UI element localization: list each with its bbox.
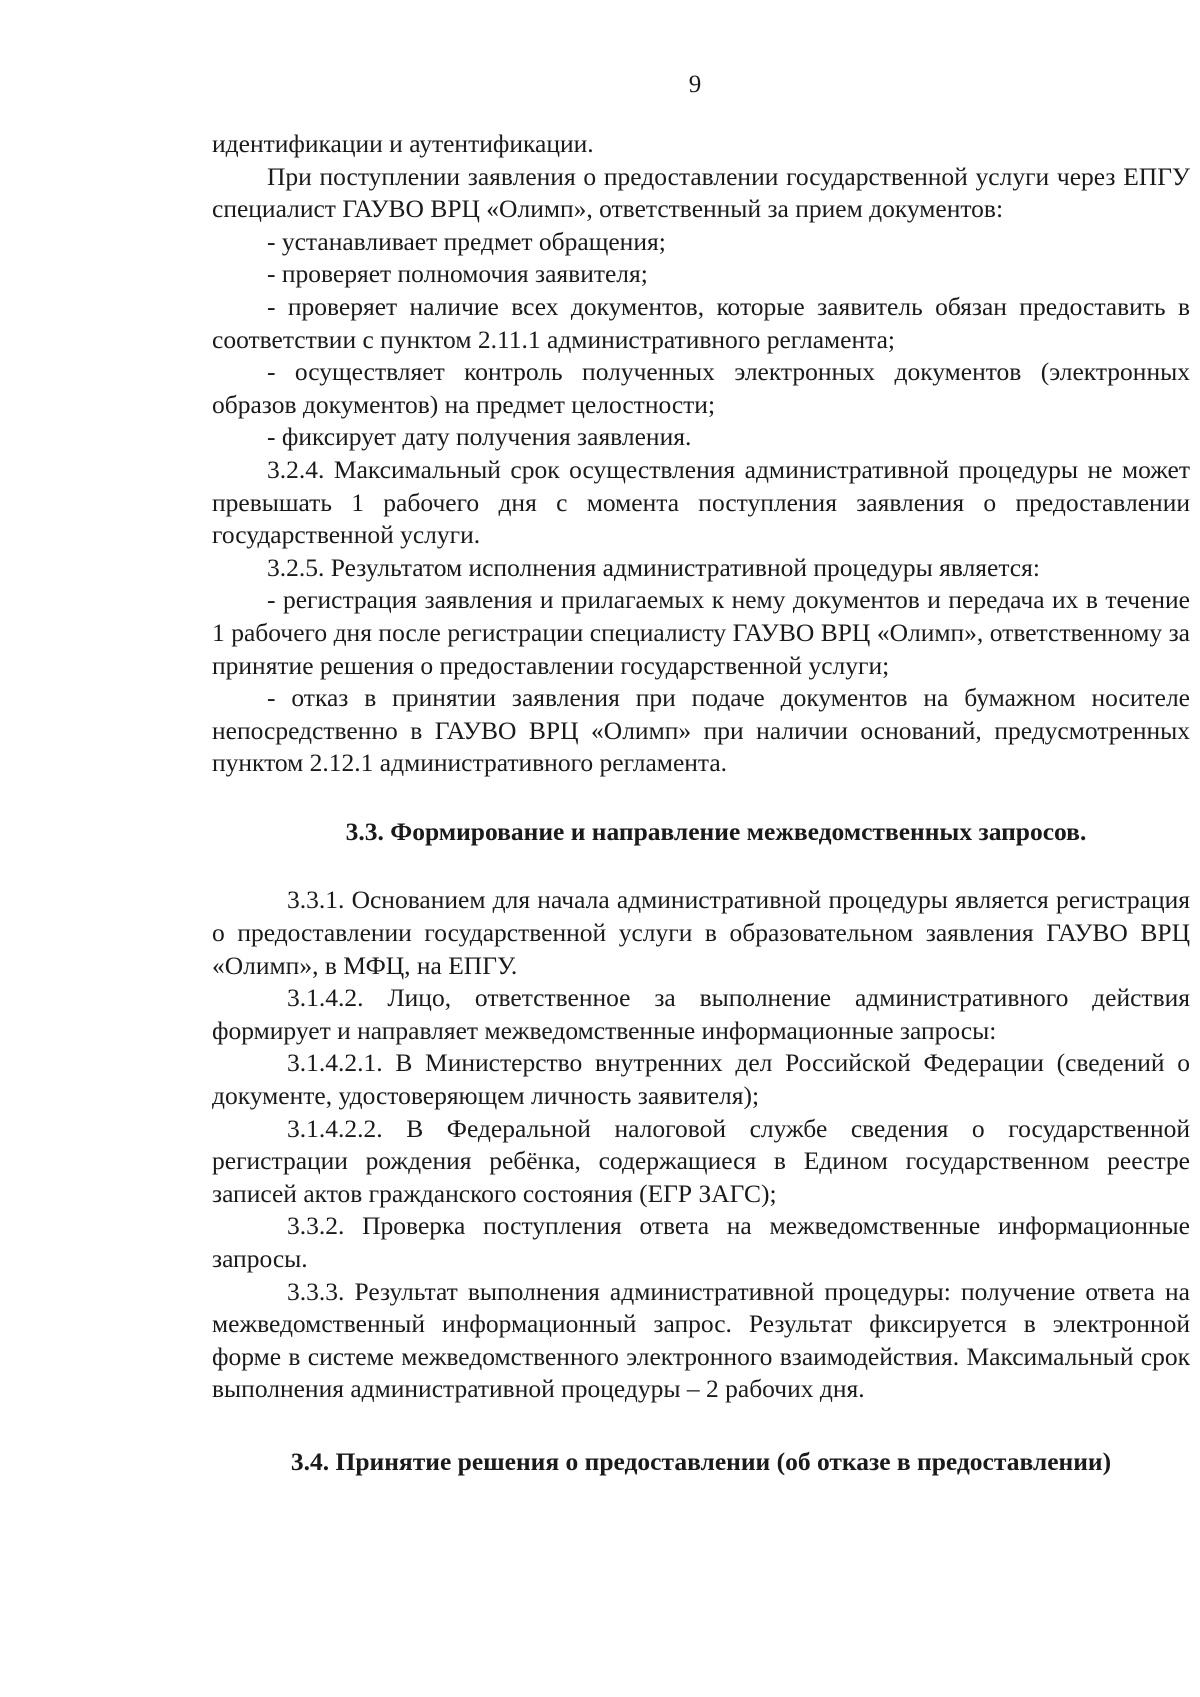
paragraph: 3.3.3. Результат выполнения административной процедуры: получение ответа на межведомственный информационный запрос. Результат фиксируется в электронной форме в системе межведомственного электронного взаимодействия. Максимальный срок выполнения административной процедуры – 2 рабочих дня.	[212, 1276, 1190, 1404]
list-item: - проверяет наличие всех документов, которые заявитель обязан предоставить в соответствии с пунктом 2.11.1 административного регламента;	[212, 291, 1190, 354]
paragraph: 3.1.4.2.1. В Министерство внутренних дел Российской Федерации (сведений о документе, удостоверяющем личность заявителя);	[212, 1048, 1190, 1111]
paragraph: 3.3.1. Основанием для начала административной процедуры является регистрация о предоставлении государственной услуги в образовательном заявления ГАУВО ВРЦ «Олимп», в МФЦ, на ЕПГУ.	[212, 885, 1190, 980]
document-body	[212, 128, 1190, 1479]
list-item: - фиксирует дату получения заявления.	[267, 422, 692, 452]
paragraph: 3.1.4.2.2. В Федеральной налоговой службе сведения о государственной регистрации рождения ребёнка, содержащиеся в Едином государственном реестре записей актов гражданского состояния (ЕГР ЗАГС);	[212, 1113, 1190, 1208]
paragraph: 3.2.5. Результатом исполнения административной процедуры является:	[267, 552, 1040, 582]
page-number: 9	[688, 71, 702, 98]
paragraph: При поступлении заявления о предоставлении государственной услуги через ЕПГУ специалист ГАУВО ВРЦ «Олимп», ответственный за прием документов:	[212, 161, 1190, 224]
section-heading: 3.4. Принятие решения о предоставлении (об отказе в предоставлении)	[290, 1446, 1112, 1476]
list-item: - проверяет полномочия заявителя;	[267, 259, 648, 289]
paragraph: 3.3.2. Проверка поступления ответа на межведомственные информационные запросы.	[212, 1211, 1190, 1273]
list-item: - осуществляет контроль полученных электронных документов (электронных образов документов) на предмет целостности;	[212, 357, 1190, 419]
paragraph: 3.1.4.2. Лицо, ответственное за выполнение административного действия формирует и направляет межведомственные информационные запросы:	[212, 983, 1190, 1045]
list-item: - регистрация заявления и прилагаемых к нему документов и передача их в течение 1 рабочего дня после регистрации специалисту ГАУВО ВРЦ «Олимп», ответственному за принятие решения о предоставлении государственной услуги;	[212, 585, 1190, 680]
paragraph: 3.2.4. Максимальный срок осуществления административной процедуры не может превышать 1 рабочего дня с момента поступления заявления о предоставлении государственной услуги.	[212, 454, 1190, 550]
list-item: - устанавливает предмет обращения;	[267, 226, 666, 256]
section-heading: 3.3. Формирование и направление межведомственных запросов.	[345, 816, 1087, 846]
list-item: - отказ в принятии заявления при подаче документов на бумажном носителе непосредственно в ГАУВО ВРЦ «Олимп» при наличии оснований, предусмотренных пунктом 2.12.1 административного регламента.	[212, 683, 1190, 778]
paragraph: идентификации и аутентификации.	[212, 129, 594, 158]
